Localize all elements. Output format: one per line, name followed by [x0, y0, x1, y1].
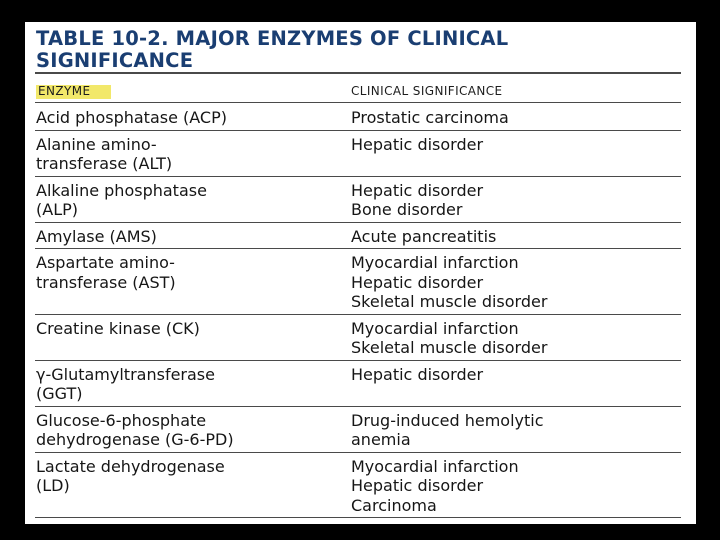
enzyme-cell-line: (GGT)	[36, 384, 83, 403]
enzyme-cell-line: Creatine kinase (CK)	[36, 318, 200, 338]
significance-cell	[351, 411, 681, 450]
enzyme-cell-line: (LD)	[36, 476, 70, 495]
significance-cell	[351, 227, 681, 247]
significance-cell-line: anemia	[351, 430, 411, 449]
title-line-1: TABLE 10-2. MAJOR ENZYMES OF CLINICAL	[36, 27, 509, 50]
enzyme-cell-line: transferase (ALT)	[36, 154, 173, 173]
significance-cell-line: Hepatic disorder	[351, 180, 484, 200]
significance-cell	[351, 108, 681, 128]
table-row	[25, 177, 696, 223]
significance-cell	[351, 457, 681, 516]
table-row	[25, 223, 696, 250]
significance-cell-line: Bone disorder	[351, 200, 463, 219]
enzyme-cell	[36, 411, 336, 450]
significance-cell-line: Drug-induced hemolytic	[351, 410, 544, 430]
column-header-enzyme: ENZYME	[38, 84, 91, 98]
table-title	[36, 28, 686, 72]
significance-cell-line: Skeletal muscle disorder	[351, 338, 548, 357]
enzyme-cell	[36, 135, 336, 174]
column-header-clinical-significance: CLINICAL SIGNIFICANCE	[351, 84, 503, 98]
enzyme-cell	[36, 365, 336, 404]
significance-cell-line: Prostatic carcinoma	[351, 108, 509, 127]
enzyme-cell-line: Glucose-6-phosphate	[36, 410, 207, 430]
enzyme-cell-line: dehydrogenase (G-6-PD)	[36, 430, 234, 449]
significance-cell-line: Myocardial infarction	[351, 318, 519, 338]
row-divider	[35, 517, 681, 518]
significance-cell-line: Myocardial infarction	[351, 456, 519, 476]
enzyme-cell-line: γ-Glutamyltransferase	[36, 364, 215, 384]
significance-cell-line: Hepatic disorder	[351, 364, 484, 384]
enzyme-cell-line: Amylase (AMS)	[36, 226, 157, 246]
enzyme-cell-line: Lactate dehydrogenase	[36, 456, 225, 476]
enzyme-cell-line: Acid phosphatase (ACP)	[36, 108, 227, 127]
enzyme-cell	[36, 227, 336, 247]
title-divider	[35, 72, 681, 74]
enzyme-cell-line: Aspartate amino-	[36, 253, 175, 272]
enzyme-cell	[36, 181, 336, 220]
significance-cell-line: Hepatic disorder	[351, 476, 484, 495]
significance-cell	[351, 135, 681, 155]
table-row	[25, 361, 696, 407]
significance-cell-line: Skeletal muscle disorder	[351, 292, 548, 311]
title-line-2: SIGNIFICANCE	[36, 49, 194, 72]
table-body	[25, 104, 696, 518]
significance-cell-line: Acute pancreatitis	[351, 226, 497, 246]
table-row	[25, 315, 696, 361]
enzyme-cell	[36, 253, 336, 292]
table-row	[25, 453, 696, 519]
significance-cell-line: Hepatic disorder	[351, 134, 484, 154]
significance-cell	[351, 181, 681, 220]
significance-cell-line: Carcinoma	[351, 495, 437, 515]
table-row	[25, 104, 696, 131]
significance-cell	[351, 253, 681, 312]
enzyme-cell	[36, 108, 336, 128]
enzyme-cell-line: Alkaline phosphatase	[36, 180, 207, 200]
header-divider	[35, 102, 681, 103]
table-page	[25, 22, 696, 524]
enzyme-cell-line: (ALP)	[36, 200, 78, 219]
table-row	[25, 249, 696, 315]
table-row	[25, 131, 696, 177]
enzyme-cell-line: transferase (AST)	[36, 272, 176, 292]
significance-cell-line: Hepatic disorder	[351, 272, 484, 292]
significance-cell-line: Myocardial infarction	[351, 253, 519, 272]
enzyme-cell	[36, 319, 336, 339]
significance-cell	[351, 319, 681, 358]
table-row	[25, 407, 696, 453]
enzyme-cell-line: Alanine amino-	[36, 134, 157, 154]
enzyme-cell	[36, 457, 336, 496]
significance-cell	[351, 365, 681, 385]
